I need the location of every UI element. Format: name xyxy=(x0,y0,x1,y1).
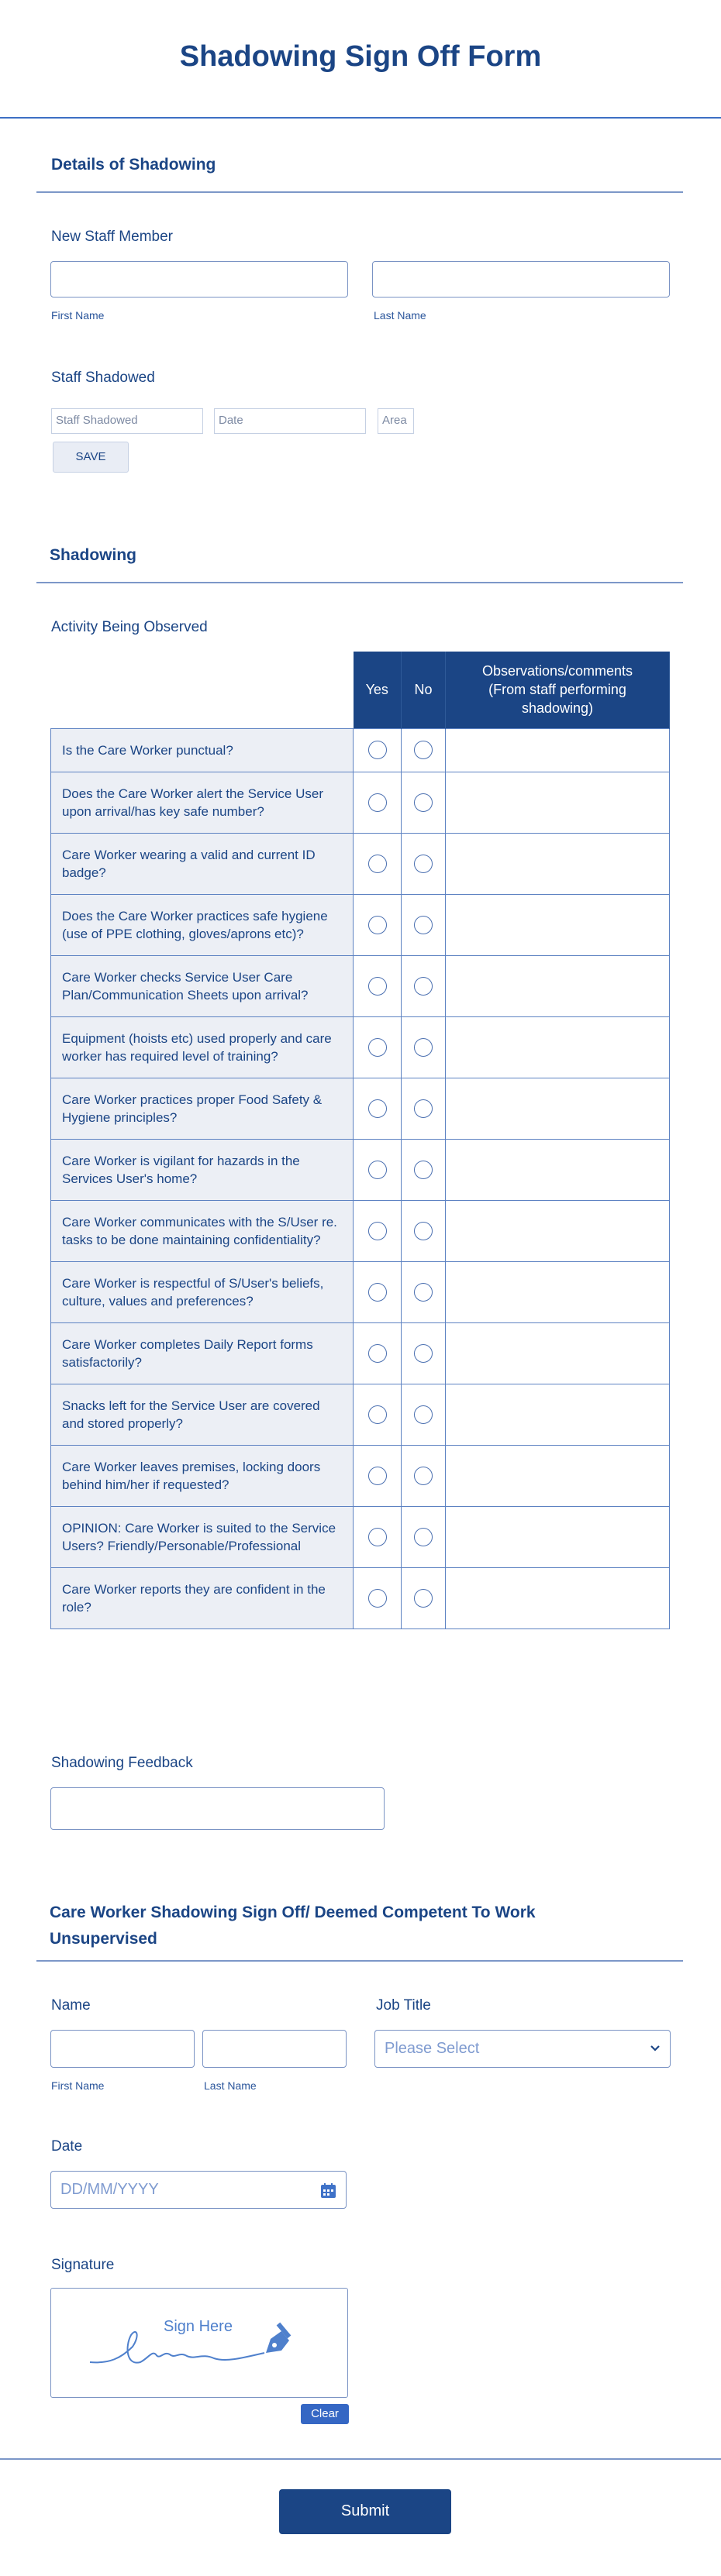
activity-question: Does the Care Worker alert the Service User upon arrival/has key safe number? xyxy=(51,772,354,833)
section-heading-shadowing: Shadowing xyxy=(50,546,136,564)
job-title-selected-value: Please Select xyxy=(385,2040,480,2057)
activity-question: Care Worker completes Daily Report forms satisfactorily? xyxy=(51,1322,354,1384)
section-divider xyxy=(36,191,683,193)
yes-radio[interactable] xyxy=(368,1222,387,1240)
last-name-sublabel: Last Name xyxy=(204,2079,257,2092)
observations-cell[interactable] xyxy=(446,1445,670,1506)
table-row xyxy=(51,1445,670,1506)
section-divider xyxy=(36,582,683,583)
new-staff-first-name-input[interactable] xyxy=(50,261,348,297)
yes-radio[interactable] xyxy=(368,977,387,996)
clear-signature-button[interactable]: Clear xyxy=(301,2404,349,2424)
no-radio[interactable] xyxy=(414,1222,433,1240)
no-radio[interactable] xyxy=(414,1099,433,1118)
table-row xyxy=(51,833,670,894)
yes-radio[interactable] xyxy=(368,916,387,934)
no-radio[interactable] xyxy=(414,1405,433,1424)
observations-cell[interactable] xyxy=(446,1506,670,1567)
table-row xyxy=(51,955,670,1016)
observations-cell[interactable] xyxy=(446,1261,670,1322)
staff-shadowed-input[interactable]: Staff Shadowed xyxy=(51,408,203,434)
calendar-icon[interactable] xyxy=(321,2183,336,2198)
yes-radio[interactable] xyxy=(368,855,387,873)
yes-radio[interactable] xyxy=(368,1528,387,1546)
yes-radio[interactable] xyxy=(368,741,387,759)
first-name-sublabel: First Name xyxy=(51,2079,105,2092)
new-staff-label: New Staff Member xyxy=(51,229,173,245)
table-row xyxy=(51,1322,670,1384)
yes-radio[interactable] xyxy=(368,1038,387,1057)
activity-question: Snacks left for the Service User are covered and stored properly? xyxy=(51,1384,354,1445)
observations-cell[interactable] xyxy=(446,1016,670,1078)
staff-shadowed-label: Staff Shadowed xyxy=(51,370,155,386)
yes-radio[interactable] xyxy=(368,1589,387,1608)
observations-cell[interactable] xyxy=(446,1078,670,1139)
yes-radio[interactable] xyxy=(368,1283,387,1302)
table-row xyxy=(51,1139,670,1200)
no-radio[interactable] xyxy=(414,1467,433,1485)
activity-matrix xyxy=(50,652,670,1629)
name-label: Name xyxy=(51,1997,91,2014)
save-button[interactable]: SAVE xyxy=(53,442,129,473)
table-row xyxy=(51,772,670,833)
column-header-no: No xyxy=(402,652,446,728)
table-row xyxy=(51,1200,670,1261)
submit-button[interactable]: Submit xyxy=(279,2489,451,2534)
activity-question: Care Worker leaves premises, locking doors behind him/her if requested? xyxy=(51,1445,354,1506)
yes-radio[interactable] xyxy=(368,793,387,812)
signature-pad[interactable] xyxy=(50,2288,348,2398)
column-header-yes: Yes xyxy=(354,652,402,728)
observations-cell[interactable] xyxy=(446,1567,670,1628)
no-radio[interactable] xyxy=(414,1038,433,1057)
activity-label: Activity Being Observed xyxy=(51,619,208,635)
area-input[interactable]: Area xyxy=(378,408,414,434)
section-heading-signoff: Care Worker Shadowing Sign Off/ Deemed Competent To Work Unsupervised xyxy=(50,1904,536,1948)
activity-question: Care Worker wearing a valid and current ID badge? xyxy=(51,833,354,894)
signoff-first-name-input[interactable] xyxy=(50,2030,195,2068)
activity-question: Care Worker checks Service User Care Plan/Communication Sheets upon arrival? xyxy=(51,955,354,1016)
table-row xyxy=(51,1078,670,1139)
first-name-sublabel: First Name xyxy=(51,309,105,322)
column-header-observations: Observations/comments (From staff performing shadowing) xyxy=(446,652,670,728)
activity-question: Care Worker practices proper Food Safety & Hygiene principles? xyxy=(51,1078,354,1139)
no-radio[interactable] xyxy=(414,1161,433,1179)
chevron-down-icon xyxy=(650,2045,661,2052)
no-radio[interactable] xyxy=(414,855,433,873)
observations-cell[interactable] xyxy=(446,833,670,894)
no-radio[interactable] xyxy=(414,1344,433,1363)
sign-here-text: Sign Here xyxy=(164,2318,233,2335)
yes-radio[interactable] xyxy=(368,1405,387,1424)
matrix-corner xyxy=(51,652,354,728)
no-radio[interactable] xyxy=(414,977,433,996)
observations-cell[interactable] xyxy=(446,728,670,772)
section-heading-details: Details of Shadowing xyxy=(51,156,216,174)
yes-radio[interactable] xyxy=(368,1099,387,1118)
table-row xyxy=(51,1384,670,1445)
table-row xyxy=(51,1567,670,1628)
feedback-textarea[interactable] xyxy=(50,1787,385,1830)
table-row xyxy=(51,1016,670,1078)
yes-radio[interactable] xyxy=(368,1467,387,1485)
observations-cell[interactable] xyxy=(446,955,670,1016)
header-divider xyxy=(0,117,721,119)
observations-cell[interactable] xyxy=(446,1384,670,1445)
table-row xyxy=(51,1261,670,1322)
table-row xyxy=(51,894,670,955)
signature-pen-icon xyxy=(86,2316,319,2370)
signoff-last-name-input[interactable] xyxy=(202,2030,347,2068)
activity-question: OPINION: Care Worker is suited to the Service Users? Friendly/Personable/Professional xyxy=(51,1506,354,1567)
date-placeholder: DD/MM/YYYY xyxy=(60,2181,159,2198)
activity-question: Does the Care Worker practices safe hygiene (use of PPE clothing, gloves/aprons etc)? xyxy=(51,894,354,955)
table-row xyxy=(51,1506,670,1567)
activity-question: Care Worker is respectful of S/User's beliefs, culture, values and preferences? xyxy=(51,1261,354,1322)
date-label: Date xyxy=(51,2138,83,2155)
signature-label: Signature xyxy=(51,2257,115,2273)
new-staff-last-name-input[interactable] xyxy=(372,261,670,297)
no-radio[interactable] xyxy=(414,741,433,759)
shadow-date-input[interactable]: Date xyxy=(214,408,366,434)
no-radio[interactable] xyxy=(414,1528,433,1546)
activity-question: Care Worker communicates with the S/User re. tasks to be done maintaining confidentiality? xyxy=(51,1200,354,1261)
no-radio[interactable] xyxy=(414,916,433,934)
no-radio[interactable] xyxy=(414,793,433,812)
observations-cell[interactable] xyxy=(446,1322,670,1384)
page-title: Shadowing Sign Off Form xyxy=(179,40,542,73)
observations-cell[interactable] xyxy=(446,772,670,833)
last-name-sublabel: Last Name xyxy=(374,309,426,322)
observations-cell[interactable] xyxy=(446,1200,670,1261)
activity-question: Care Worker reports they are confident in the role? xyxy=(51,1567,354,1628)
section-divider xyxy=(36,1960,683,1962)
activity-question: Equipment (hoists etc) used properly and care worker has required level of training? xyxy=(51,1016,354,1078)
yes-radio[interactable] xyxy=(368,1161,387,1179)
feedback-label: Shadowing Feedback xyxy=(51,1755,193,1771)
yes-radio[interactable] xyxy=(368,1344,387,1363)
job-title-select[interactable] xyxy=(374,2030,671,2068)
activity-question: Care Worker is vigilant for hazards in the Services User's home? xyxy=(51,1139,354,1200)
activity-question: Is the Care Worker punctual? xyxy=(51,728,354,772)
table-row xyxy=(51,728,670,772)
no-radio[interactable] xyxy=(414,1283,433,1302)
observations-cell[interactable] xyxy=(446,1139,670,1200)
observations-cell[interactable] xyxy=(446,894,670,955)
footer-divider xyxy=(0,2458,721,2460)
job-title-label: Job Title xyxy=(376,1997,431,2014)
date-input[interactable] xyxy=(50,2171,347,2209)
no-radio[interactable] xyxy=(414,1589,433,1608)
